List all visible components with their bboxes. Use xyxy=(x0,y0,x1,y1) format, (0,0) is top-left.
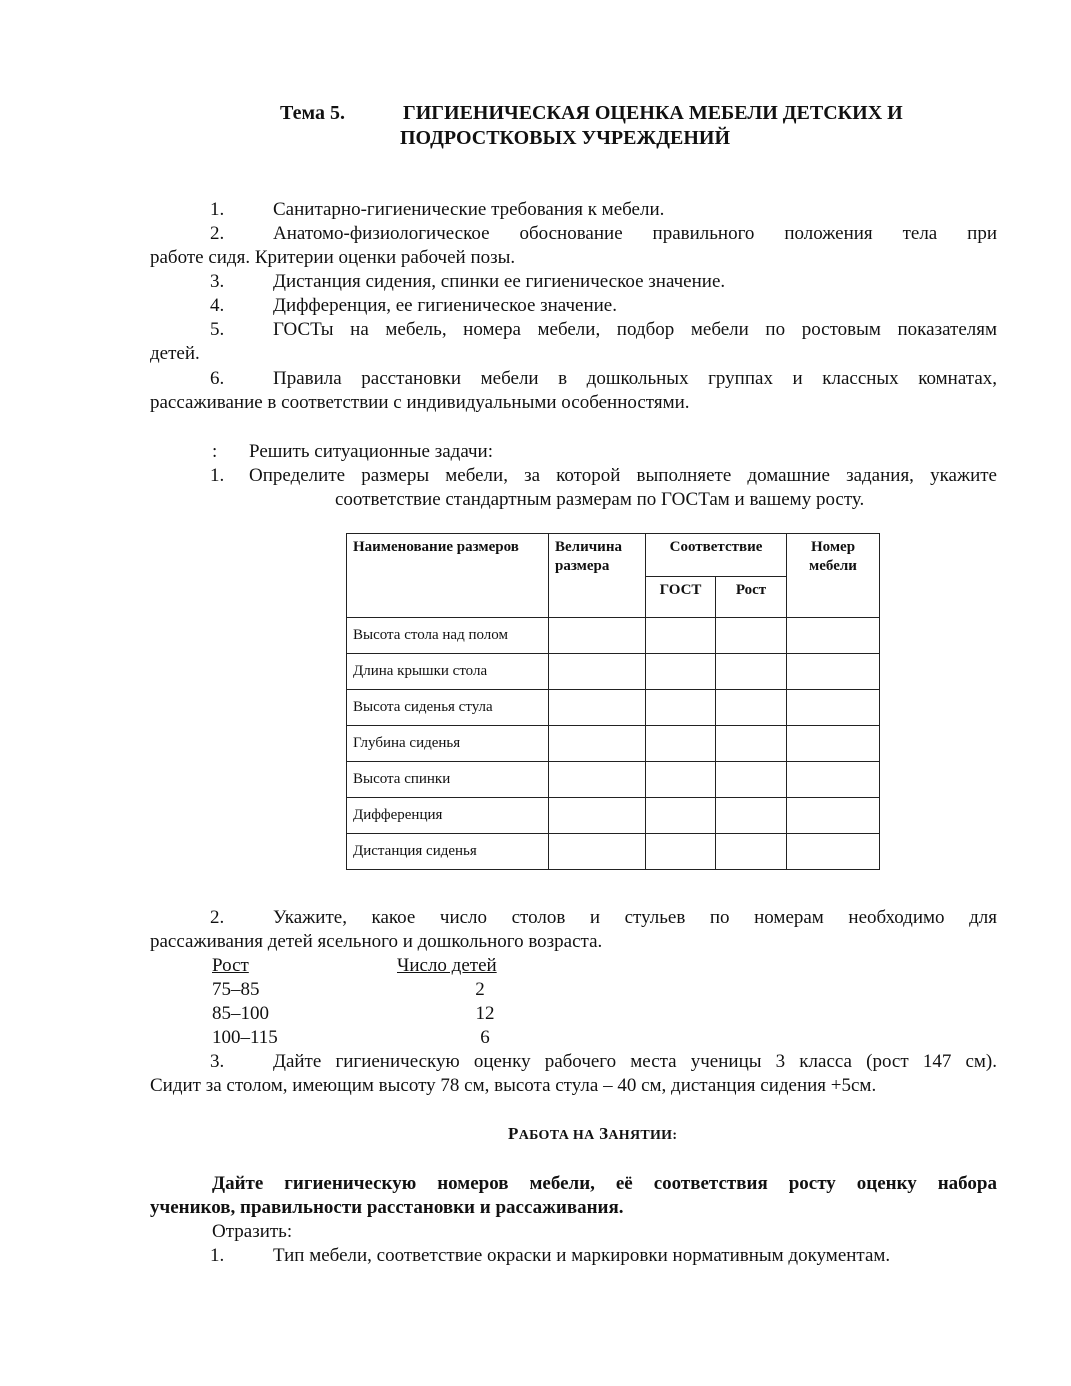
table-cell xyxy=(646,834,716,870)
table-cell xyxy=(787,726,880,762)
work-heading-initial-1: Р xyxy=(508,1124,519,1143)
table-cell xyxy=(549,798,646,834)
children-count: 12 xyxy=(475,1003,495,1024)
table-row xyxy=(347,762,880,798)
height-range: 85–100 xyxy=(212,1003,269,1024)
table-cell xyxy=(787,834,880,870)
task-1-text: Определите размеры мебели, за которой выполняете домашние задания, укажите xyxy=(249,465,997,486)
question-6-text: Правила расстановки мебели в дошкольных группах и классных комнатах, xyxy=(273,368,997,389)
height-column-header: Рост xyxy=(212,955,249,976)
table-cell xyxy=(646,654,716,690)
table-cell xyxy=(646,726,716,762)
children-count: 6 xyxy=(480,1027,490,1048)
header-gost: ГОСТ xyxy=(646,577,716,618)
reflect-label: Отразить: xyxy=(212,1221,293,1242)
row-label: Дистанция сиденья xyxy=(347,834,549,870)
work-item-text: Тип мебели, соответствие окраски и маркировки нормативным документам. xyxy=(273,1245,891,1266)
task-1-num: 1. xyxy=(210,465,225,486)
table-cell xyxy=(716,618,787,654)
row-label: Дифференция xyxy=(347,798,549,834)
children-column-header: Число детей xyxy=(397,955,497,976)
question-4-num: 4. xyxy=(210,295,225,316)
table-cell xyxy=(646,798,716,834)
table-cell xyxy=(549,618,646,654)
page-title-line-2: ПОДРОСТКОВЫХ УЧРЕЖДЕНИЙ xyxy=(400,127,730,149)
table-row xyxy=(347,834,880,870)
row-label: Высота сиденья стула xyxy=(347,690,549,726)
task-2-text: Укажите, какое число столов и стульев по номерам необходимо для xyxy=(273,907,997,928)
task-2-text-cont: рассаживания детей ясельного и дошкольного возраста. xyxy=(150,931,603,952)
table-cell xyxy=(716,798,787,834)
table-cell xyxy=(549,762,646,798)
row-label: Глубина сиденья xyxy=(347,726,549,762)
question-2-text-cont: работе сидя. Критерии оценки рабочей позы. xyxy=(150,247,516,268)
table-cell xyxy=(716,762,787,798)
question-6-text-cont: рассаживание в соответствии с индивидуальными особенностями. xyxy=(150,392,690,413)
table-cell xyxy=(549,654,646,690)
task-2-num: 2. xyxy=(210,907,225,928)
table-cell xyxy=(716,726,787,762)
height-range: 75–85 xyxy=(212,979,260,1000)
table-cell xyxy=(716,654,787,690)
table-cell xyxy=(716,690,787,726)
page-title-line-1: ГИГИЕНИЧЕСКАЯ ОЦЕНКА МЕБЕЛИ ДЕТСКИХ И xyxy=(403,102,903,124)
table-row xyxy=(347,690,880,726)
row-label: Длина крышки стола xyxy=(347,654,549,690)
question-4-text: Дифференция, ее гигиеническое значение. xyxy=(273,295,617,316)
work-heading-rest-1: АБОТА НА xyxy=(518,1128,595,1143)
height-range: 100–115 xyxy=(212,1027,278,1048)
question-3-text: Дистанция сидения, спинки ее гигиеническое значение. xyxy=(273,271,726,292)
question-6-num: 6. xyxy=(210,368,225,389)
question-5-text-cont: детей. xyxy=(150,343,200,364)
table-row xyxy=(347,726,880,762)
work-heading-rest-2: АНЯТИИ: xyxy=(608,1128,678,1143)
table-cell xyxy=(787,762,880,798)
table-cell xyxy=(787,654,880,690)
children-count: 2 xyxy=(475,979,485,1000)
question-1-text: Санитарно-гигиенические требования к мебели. xyxy=(273,199,665,220)
work-heading xyxy=(508,1124,677,1144)
topic-label: Тема 5. xyxy=(280,102,345,124)
work-heading-initial-2: З xyxy=(599,1124,609,1143)
question-2-text: Анатомо-физиологическое обоснование правильного положения тела при xyxy=(273,223,997,244)
header-name: Наименование размеров xyxy=(347,534,549,618)
table-cell xyxy=(549,726,646,762)
task-3-text-cont: Сидит за столом, имеющим высоту 78 см, высота стула – 40 см, дистанция сидения +5см. xyxy=(150,1075,877,1096)
tasks-intro-mark: : xyxy=(212,441,218,462)
table-cell xyxy=(787,690,880,726)
table-cell xyxy=(646,618,716,654)
furniture-sizes-table xyxy=(346,533,880,870)
tasks-intro-text: Решить ситуационные задачи: xyxy=(249,441,494,462)
task-1-text-cont: соответствие стандартным размерам по ГОСТам и вашему росту. xyxy=(335,489,865,510)
question-5-num: 5. xyxy=(210,319,225,340)
header-match: Соответствие xyxy=(646,534,787,577)
table-cell xyxy=(787,798,880,834)
table-row xyxy=(347,618,880,654)
header-height: Рост xyxy=(716,577,787,618)
table-cell xyxy=(646,762,716,798)
question-3-num: 3. xyxy=(210,271,225,292)
task-3-text: Дайте гигиеническую оценку рабочего места ученицы 3 класса (рост 147 см). xyxy=(273,1051,997,1072)
work-bold-text-cont: учеников, правильности расстановки и рассаживания. xyxy=(150,1197,624,1218)
question-2-num: 2. xyxy=(210,223,225,244)
header-number: Номер мебели xyxy=(787,534,880,618)
task-3-num: 3. xyxy=(210,1051,225,1072)
row-label: Высота спинки xyxy=(347,762,549,798)
table-row xyxy=(347,654,880,690)
question-1-num: 1. xyxy=(210,199,225,220)
work-item-num: 1. xyxy=(210,1245,225,1266)
row-label: Высота стола над полом xyxy=(347,618,549,654)
table-cell xyxy=(716,834,787,870)
question-5-text: ГОСТы на мебель, номера мебели, подбор мебели по ростовым показателям xyxy=(273,319,997,340)
table-cell xyxy=(787,618,880,654)
table-cell xyxy=(549,834,646,870)
table-row xyxy=(347,798,880,834)
table-cell xyxy=(549,690,646,726)
header-value: Величина размера xyxy=(549,534,646,618)
work-bold-text: Дайте гигиеническую номеров мебели, её соответствия росту оценку набора xyxy=(212,1173,997,1194)
table-cell xyxy=(646,690,716,726)
